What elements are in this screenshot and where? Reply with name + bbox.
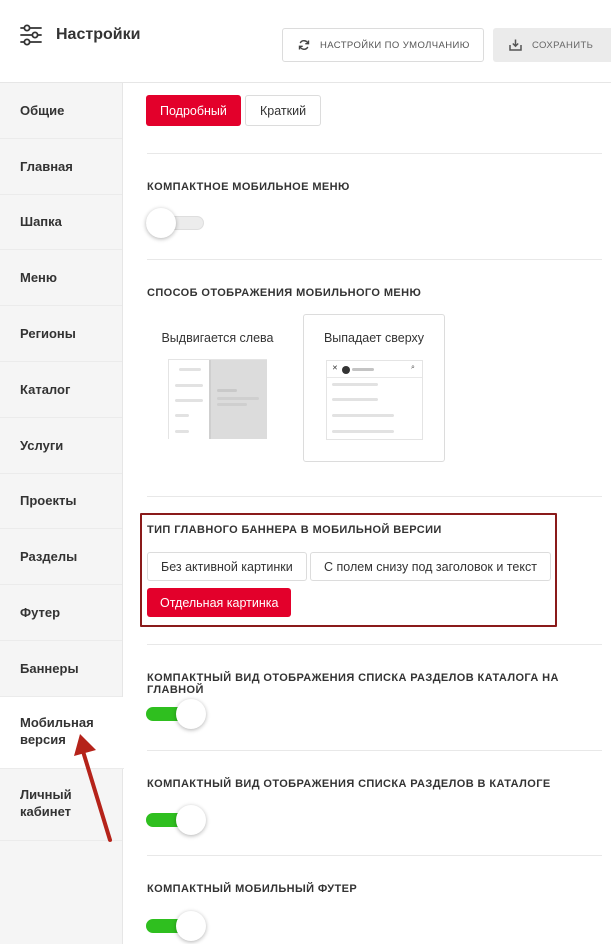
toggle-knob	[146, 208, 176, 238]
preview-line	[179, 368, 201, 371]
sidebar-item-sections[interactable]	[0, 529, 122, 585]
sidebar-item-label: Каталог	[20, 381, 71, 397]
menu-mode-left-label[interactable]: Выдвигается слева	[161, 331, 274, 345]
logo-icon	[342, 366, 350, 374]
preview-line	[175, 414, 189, 417]
sidebar-item-home[interactable]	[0, 139, 122, 195]
search-icon: ⌕	[411, 364, 415, 371]
sidebar-item-label: Шапка	[20, 214, 62, 230]
toggle-knob	[176, 805, 206, 835]
preview-line	[175, 430, 189, 433]
banner-type-title: ТИП ГЛАВНОГО БАННЕРА В МОБИЛЬНОЙ ВЕРСИИ	[147, 524, 442, 536]
sidebar-item-label: Главная	[20, 158, 73, 174]
view-mode-detailed[interactable]: Подробный	[146, 95, 241, 126]
sidebar-item-label: Футер	[20, 605, 61, 621]
menu-mode-top-card[interactable]	[303, 314, 445, 462]
banner-type-bottom-field[interactable]: С полем снизу под заголовок и текст	[310, 552, 551, 581]
preview-line	[217, 397, 259, 400]
sidebar-item-menu[interactable]	[0, 250, 122, 306]
compact-mobile-footer-title: КОМПАКТНЫЙ МОБИЛЬНЫЙ ФУТЕР	[147, 883, 358, 895]
preview-line	[175, 384, 203, 387]
preview-line	[217, 389, 237, 392]
sidebar-item-projects[interactable]	[0, 474, 122, 530]
download-icon	[509, 39, 522, 51]
toggle-knob	[176, 911, 206, 941]
sidebar-item-label: Услуги	[20, 437, 64, 453]
sidebar-item-label: Меню	[20, 270, 58, 286]
menu-mode-top-preview	[326, 360, 423, 440]
close-icon: ✕	[332, 365, 338, 372]
page-title: Настройки	[56, 26, 141, 43]
compact-catalog-sections-title: КОМПАКТНЫЙ ВИД ОТОБРАЖЕНИЯ СПИСКА РАЗДЕЛОВ В КАТАЛОГЕ	[147, 778, 551, 790]
divider	[147, 750, 602, 751]
annotation-arrow	[70, 730, 120, 845]
compact-catalog-home-title: КОМПАКТНЫЙ ВИД ОТОБРАЖЕНИЯ СПИСКА РАЗДЕЛОВ КАТАЛОГА НА ГЛАВНОЙ	[147, 672, 559, 696]
preview-line	[332, 383, 378, 386]
reset-defaults-label: НАСТРОЙКИ ПО УМОЛЧАНИЮ	[320, 39, 470, 51]
compact-mobile-menu-title: КОМПАКТНОЕ МОБИЛЬНОЕ МЕНЮ	[147, 181, 350, 193]
compact-mobile-menu-toggle[interactable]	[146, 208, 204, 238]
divider	[147, 153, 602, 154]
sidebar-item-general[interactable]	[0, 83, 122, 139]
preview-line	[175, 399, 203, 402]
sidebar-item-label: Разделы	[20, 549, 78, 565]
preview-line	[352, 368, 374, 371]
sidebar-item-label: Баннеры	[20, 660, 79, 676]
compact-catalog-home-toggle[interactable]	[146, 699, 204, 729]
preview-line	[217, 403, 247, 406]
menu-mode-top-label: Выпадает сверху	[323, 331, 425, 345]
sidebar-item-banners[interactable]	[0, 641, 122, 697]
banner-type-no-image[interactable]: Без активной картинки	[147, 552, 307, 581]
preview-line	[332, 414, 394, 417]
mobile-menu-mode-title: СПОСОБ ОТОБРАЖЕНИЯ МОБИЛЬНОГО МЕНЮ	[147, 287, 422, 299]
banner-type-separate-image[interactable]: Отдельная картинка	[147, 588, 291, 617]
sidebar-item-label: Личный кабинет	[20, 787, 72, 820]
preview-line	[332, 430, 394, 433]
sidebar-item-label: Мобильная версия	[20, 715, 94, 748]
sidebar-item-label: Общие	[20, 102, 65, 118]
menu-mode-left-preview[interactable]	[168, 359, 267, 439]
sidebar-item-catalog[interactable]	[0, 362, 122, 418]
preview-line	[332, 398, 378, 401]
sidebar-item-regions[interactable]	[0, 306, 122, 362]
sidebar-item-services[interactable]	[0, 418, 122, 474]
sliders-icon	[20, 24, 42, 46]
view-mode-brief[interactable]: Краткий	[245, 95, 321, 126]
toggle-knob	[176, 699, 206, 729]
divider	[147, 496, 602, 497]
divider	[147, 644, 602, 645]
save-label: СОХРАНИТЬ	[532, 39, 594, 51]
compact-mobile-footer-toggle[interactable]	[146, 911, 204, 941]
refresh-icon	[298, 39, 310, 51]
divider	[147, 855, 602, 856]
header	[0, 0, 611, 83]
reset-defaults-button[interactable]	[282, 28, 484, 62]
sidebar-item-label: Регионы	[20, 326, 76, 342]
divider	[147, 259, 602, 260]
save-button[interactable]	[493, 28, 611, 62]
sidebar-item-header[interactable]	[0, 195, 122, 251]
compact-catalog-sections-toggle[interactable]	[146, 805, 204, 835]
sidebar-item-label: Проекты	[20, 493, 77, 509]
preview-divider	[327, 377, 422, 378]
sidebar-item-footer[interactable]	[0, 585, 122, 641]
